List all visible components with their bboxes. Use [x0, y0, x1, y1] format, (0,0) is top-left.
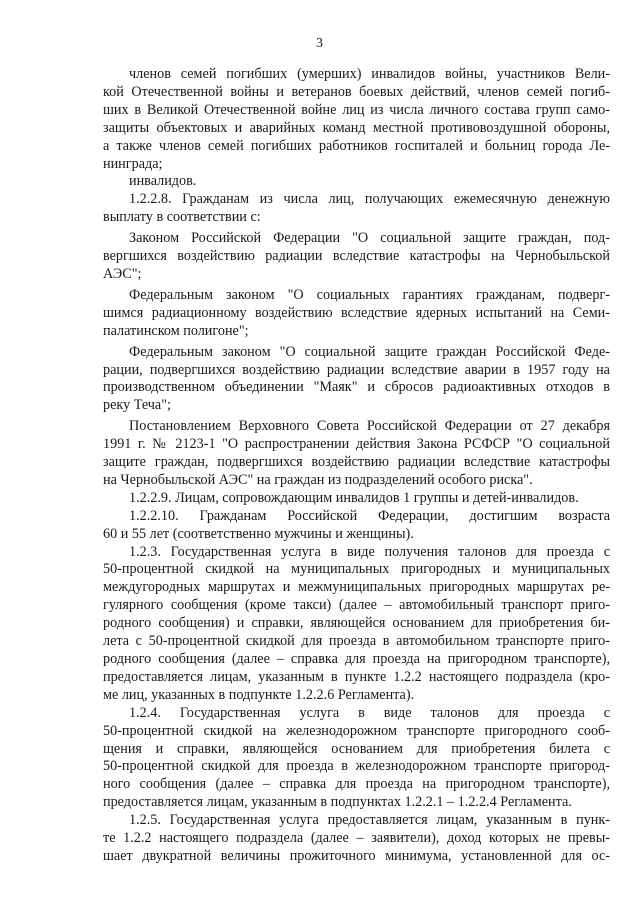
text-line: Федеральным законом "О социальной защите граждан Российской Феде-	[129, 343, 610, 360]
text-line: ме лиц, указанных в подпункте 1.2.2.6 Регламента).	[103, 686, 415, 703]
text-line: кой Отечественной войны и ветеранов боевых действий, членов семей погиб-	[103, 83, 610, 100]
text-line: выплату в соответствии с:	[103, 209, 261, 226]
text-line: 1.2.2.9. Лицам, сопровождающим инвалидов 1 группы и детей-инвалидов.	[129, 489, 579, 506]
text-line: реку Теча";	[103, 397, 171, 414]
text-line: 50-процентной скидкой для проезда в железнодорожном транспорте пригород-	[103, 758, 610, 775]
text-line: 1.2.5. Государственная услуга предоставляется лицам, указанным в пунк-	[129, 812, 610, 829]
text-line: предоставляется лицам, указанным в пункте 1.2.2 настоящего подраздела (кро-	[103, 668, 610, 685]
text-line: 1.2.3. Государственная услуга в виде получения талонов для проезда с	[129, 543, 610, 560]
text-line: родного сообщения) и справки, являющейся основанием для приобретения би-	[103, 615, 610, 632]
text-line: нинграда;	[103, 155, 163, 172]
text-line: 50-процентной скидкой на железнодорожном транспорте пригородного сооб-	[103, 722, 610, 739]
text-line: 1.2.2.10. Гражданам Российской Федерации, достигшим возраста	[129, 507, 610, 524]
text-line: лета с 50-процентной скидкой для проезда в автомобильном транспорте приго-	[103, 633, 610, 650]
text-line: 60 и 55 лет (соответственно мужчины и женщины).	[103, 525, 414, 542]
text-line: 1991 г. № 2123-1 "О распространении действия Закона РСФСР "О социальной	[103, 436, 610, 453]
text-line: АЭС";	[103, 265, 142, 282]
text-line: 1.2.2.8. Гражданам из числа лиц, получающих ежемесячную денежную	[129, 191, 610, 208]
text-line: на Чернобыльской АЭС" на граждан из подразделений особого риска".	[103, 471, 533, 488]
text-line: гулярного сообщения (кроме такси) (далее – автомобильный транспорт приго-	[103, 597, 610, 614]
text-line: защите граждан, подвергшихся воздействию радиации вследствие катастрофы	[103, 454, 610, 471]
text-line: те 1.2.2 настоящего подраздела (далее – заявители), доход которых не превы-	[103, 830, 610, 847]
text-line: родного сообщения (далее – справка для проезда на пригородном транспорте),	[103, 651, 610, 667]
text-line: ших в Великой Отечественной войне лиц из числа личного состава групп само-	[103, 101, 610, 118]
text-line: щения и справки, являющейся основанием для приобретения билета с	[103, 740, 610, 757]
text-line: 1.2.4. Государственная услуга в виде талонов для проезда с	[129, 704, 610, 721]
text-line: инвалидов.	[129, 173, 197, 190]
text-line: а также членов семей погибших работников госпиталей и больниц города Ле-	[103, 137, 610, 154]
text-line: палатинском полигоне";	[103, 322, 249, 339]
text-line: Федеральным законом "О социальных гарантиях гражданам, подверг-	[129, 286, 610, 303]
text-line: 50-процентной скидкой на муниципальных пригородных и муниципальных	[103, 561, 610, 578]
text-line: защиты объектовых и аварийных команд местной противовоздушной обороны,	[103, 119, 610, 136]
text-line: рации, подвергшихся воздействию радиации вследствие аварии в 1957 году на	[103, 361, 610, 378]
text-line: Постановлением Верховного Совета Российской Федерации от 27 декабря	[129, 418, 610, 435]
text-line: Законом Российской Федерации "О социальной защите граждан, под-	[129, 230, 610, 247]
text-line: шает двукратной величины прожиточного минимума, установленной для ос-	[103, 847, 610, 864]
text-line: ного сообщения (далее – справка для проезда на пригородном транспорте),	[103, 776, 610, 793]
text-line: предоставляется лицам, указанным в подпунктах 1.2.2.1 – 1.2.2.4 Регламента.	[103, 794, 572, 811]
document-body	[103, 66, 610, 866]
text-line: членов семей погибших (умерших) инвалидов войны, участников Вели-	[129, 66, 610, 82]
text-line: производственном объединении "Маяк" и сбросов радиоактивных отходов в	[103, 379, 610, 396]
page-number: 3	[316, 36, 323, 51]
text-line: вергшихся воздействию радиации вследствие катастрофы на Чернобыльской	[103, 248, 610, 265]
text-line: междугородных маршрутах и межмуниципальных пригородных маршрутах ре-	[103, 579, 610, 596]
text-line: шимся радиационному воздействию вследствие ядерных испытаний на Семи-	[103, 304, 610, 321]
